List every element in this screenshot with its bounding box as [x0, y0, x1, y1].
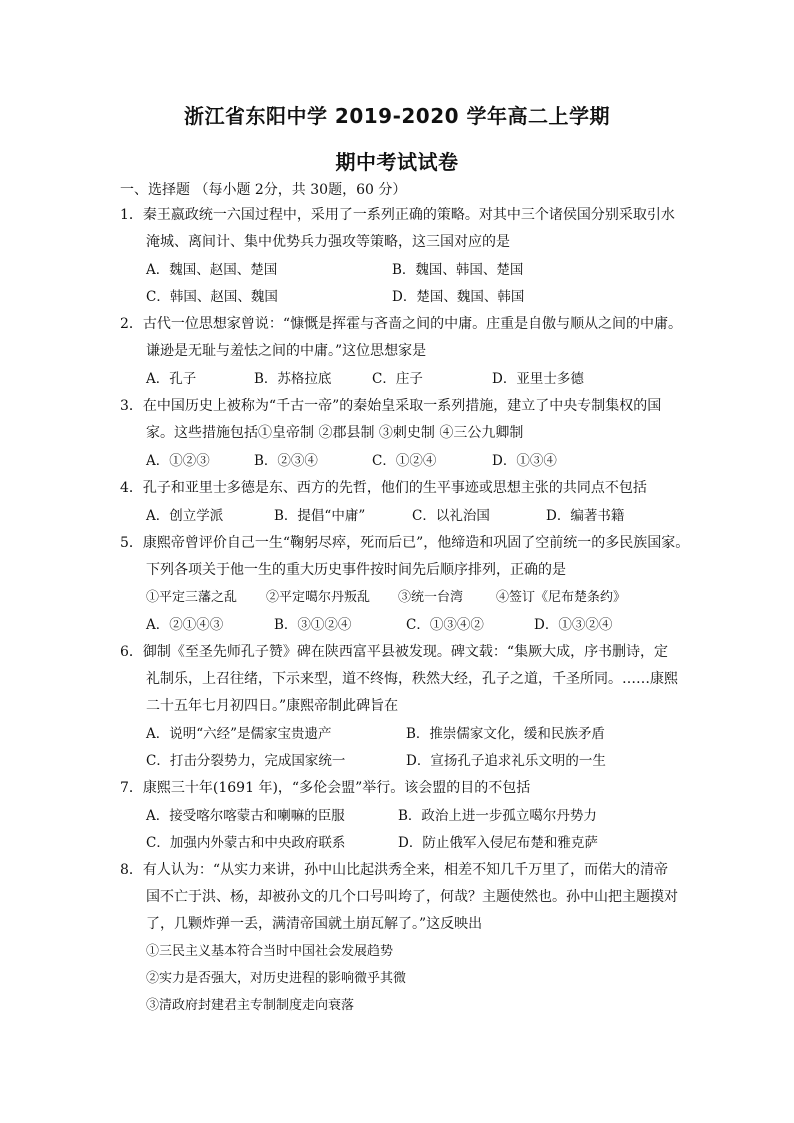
question-4-option-b: B．提倡“中庸” — [274, 508, 366, 524]
question-2-option-b: B．苏格拉底 — [254, 371, 332, 387]
question-1-option-c: C．韩国、赵国、魏国 — [146, 289, 278, 305]
question-6-option-d: D．宣扬孔子追求礼乐文明的一生 — [406, 753, 606, 769]
question-5-stem-line-1: 5．康熙帝曾评价自己一生“鞠躬尽瘁，死而后已”，他缔造和巩固了空前统一的多民族国家。 — [120, 535, 690, 551]
question-6-option-a: A．说明“六经”是儒家宝贵遗产 — [146, 726, 332, 742]
question-5-option-b: B．③①②④ — [274, 617, 352, 633]
question-6-stem-line-3: 二十五年七月初四日。”康熙帝制此碑旨在 — [146, 698, 399, 714]
question-8-stem-line-1: 8．有人认为：“从实力来讲，孙中山比起洪秀全来，相差不知几千万里了，而偌大的清帝 — [120, 862, 669, 878]
question-2-option-d: D．亚里士多德 — [492, 371, 584, 387]
question-3-stem-line-2: 家。这些措施包括①皇帝制 ②郡县制 ③刺史制 ④三公九卿制 — [146, 425, 524, 441]
question-1-stem-line-2: 淹城、离间计、集中优势兵力强攻等策略，这三国对应的是 — [146, 234, 510, 250]
question-3-option-a: A．①②③ — [146, 453, 210, 469]
question-5-stem-line-2: 下列各项关于他一生的重大历史事件按时间先后顺序排列，正确的是 — [146, 562, 566, 578]
question-5-item-2: ②平定噶尔丹叛乱 — [266, 590, 371, 605]
question-3-option-b: B．②③④ — [254, 453, 318, 469]
question-5-item-4: ④签订《尼布楚条约》 — [496, 590, 627, 605]
question-8-item-2: ②实力是否强大，对历史进程的影响微乎其微 — [146, 971, 407, 986]
question-8-item-3: ③清政府封建君主专制制度走向衰落 — [146, 998, 355, 1013]
question-1-option-d: D．楚国、魏国、韩国 — [392, 289, 525, 305]
question-5-option-d: D．①③②④ — [534, 617, 613, 633]
exam-subtitle: 期中考试试卷 — [335, 150, 459, 174]
question-2-option-c: C．庄子 — [372, 371, 423, 387]
question-7-stem-line-1: 7．康熙三十年(1691 年)，“多伦会盟”举行。该会盟的目的不包括 — [120, 780, 531, 796]
question-5-option-c: C．①③④② — [406, 617, 484, 633]
question-8-stem-line-2: 国不亡于洪、杨，却被孙文的几个口号叫垮了，何哉？主题使然也。孙中山把主题摸对 — [146, 889, 678, 905]
question-3-option-c: C．①②④ — [372, 453, 437, 469]
question-8-stem-line-3: 了，几颗炸弹一丢，满清帝国就土崩瓦解了。”这反映出 — [146, 916, 483, 932]
question-1-stem-line-1: 1．秦王嬴政统一六国过程中，采用了一系列正确的策略。对其中三个诸侯国分别采取引水 — [120, 207, 675, 223]
question-7-option-a: A．接受喀尔喀蒙古和喇嘛的臣服 — [146, 808, 345, 824]
question-1-option-a: A．魏国、赵国、楚国 — [146, 262, 278, 278]
question-4-option-a: A．创立学派 — [146, 508, 224, 524]
exam-title: 浙江省东阳中学 2019-2020 学年高二上学期 — [183, 104, 611, 128]
question-6-stem-line-2: 礼制乐，上召往绪，下示来型，道不终悔，秩然大经，孔子之道，千圣所同。……康熙 — [146, 671, 678, 687]
question-5-option-a: A．②①④③ — [146, 617, 224, 633]
question-1-option-b: B．魏国、韩国、楚国 — [392, 262, 524, 278]
question-6-stem-line-1: 6．御制《至圣先师孔子赞》碑在陕西富平县被发现。碑文载：“集厥大成，序书删诗，定 — [120, 644, 669, 660]
question-6-option-c: C．打击分裂势力，完成国家统一 — [146, 753, 346, 769]
question-2-stem-line-1: 2．古代一位思想家曾说：“慷慨是挥霍与吝啬之间的中庸。庄重是自傲与顺从之间的中庸。 — [120, 316, 683, 332]
question-3-stem-line-1: 3．在中国历史上被称为“千古一帝”的秦始皇采取一系列措施，建立了中央专制集权的国 — [120, 398, 662, 414]
question-7-option-b: B．政治上进一步孤立噶尔丹势力 — [398, 808, 597, 824]
question-2-stem-line-2: 谦逊是无耻与羞怯之间的中庸。”这位思想家是 — [146, 343, 427, 359]
question-7-option-c: C．加强内外蒙古和中央政府联系 — [146, 835, 346, 851]
question-5-item-3: ③统一台湾 — [398, 590, 464, 605]
question-4-option-c: C．以礼治国 — [412, 508, 490, 524]
question-3-option-d: D．①③④ — [492, 453, 557, 469]
question-6-option-b: B．推崇儒家文化，缓和民族矛盾 — [406, 726, 605, 742]
question-7-option-d: D．防止俄军入侵尼布楚和雅克萨 — [398, 835, 598, 851]
question-4-option-d: D．编著书籍 — [546, 508, 625, 524]
question-5-item-1: ①平定三藩之乱 — [146, 590, 238, 605]
question-4-stem-line-1: 4．孔子和亚里士多德是东、西方的先哲，他们的生平事迹或思想主张的共同点不包括 — [120, 480, 647, 496]
question-2-option-a: A．孔子 — [146, 371, 197, 387]
question-8-item-1: ①三民主义基本符合当时中国社会发展趋势 — [146, 944, 394, 959]
section-heading: 一、选择题 （每小题 2分，共 30题，60 分） — [120, 182, 407, 198]
